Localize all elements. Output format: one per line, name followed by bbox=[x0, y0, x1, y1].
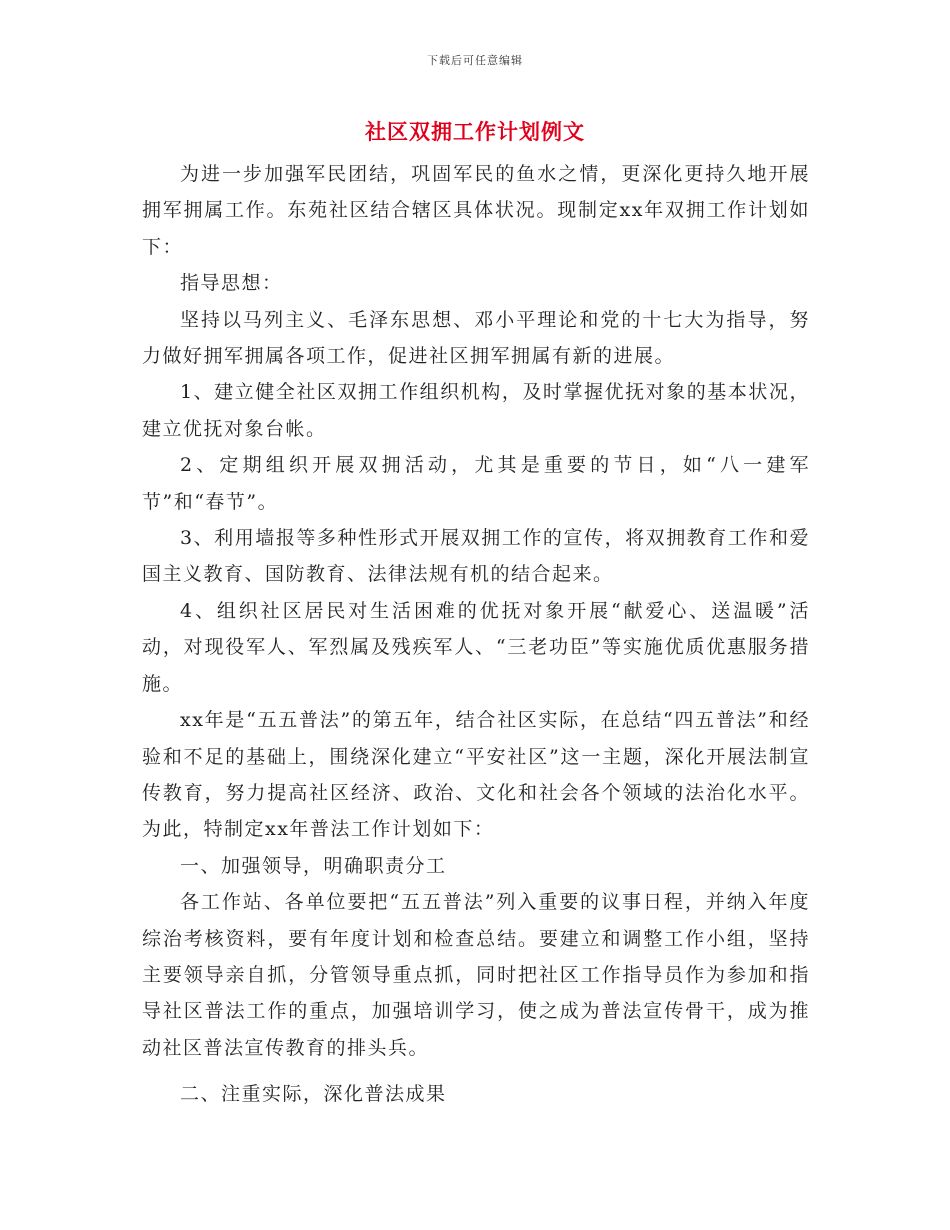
list-item-1: 1、建立健全社区双拥工作组织机构，及时掌握优抚对象的基本状况，建立优抚对象台帐。 bbox=[142, 381, 810, 440]
section-heading-guiding-thought: 指导思想： bbox=[180, 272, 283, 295]
section-heading-1: 一、加强领导，明确职责分工 bbox=[180, 854, 447, 877]
section-1-paragraph: 各工作站、各单位要把“五五普法”列入重要的议事日程，并纳入年度综治考核资料，要有年度计划和检查总结。要建立和调整工作小组，坚持主要领导亲自抓，分管领导重点抓，同时把社区工作指导员作为参加和指导社区普法工作的重点，加强培训学习，使之成为普法宣传骨干，成为推动社区普法宣传教育的排头兵。 bbox=[142, 891, 810, 1059]
section-heading-2: 二、注重实际，深化普法成果 bbox=[180, 1083, 447, 1106]
law-plan-intro-paragraph: xx年是“五五普法”的第五年，结合社区实际，在总结“四五普法”和经验和不足的基础上，围绕深化建立“平安社区”这一主题，深化开展法制宣传教育，努力提高社区经济、政治、文化和社会各个领域的法治化水平。为此，特制定xx年普法工作计划如下： bbox=[142, 709, 810, 841]
guiding-thought-paragraph: 坚持以马列主义、毛泽东思想、邓小平理论和党的十七大为指导，努力做好拥军拥属各项工作，促进社区拥军拥属有新的进展。 bbox=[142, 308, 810, 368]
document-body bbox=[142, 156, 810, 1113]
list-item-4: 4、组织社区居民对生活困难的优抚对象开展“献爱心、送温暖”活动，对现役军人、军烈属及残疾军人、“三老功臣”等实施优质优惠服务措施。 bbox=[142, 599, 810, 695]
list-item-3: 3、利用墙报等多种性形式开展双拥工作的宣传，将双拥教育工作和爱国主义教育、国防教育、法律法规有机的结合起来。 bbox=[142, 527, 810, 586]
intro-paragraph: 为进一步加强军民团结，巩固军民的鱼水之情，更深化更持久地开展拥军拥属工作。东苑社区结合辖区具体状况。现制定xx年双拥工作计划如下： bbox=[142, 163, 810, 258]
page-header-note: 下载后可任意编辑 bbox=[427, 54, 523, 67]
list-item-2: 2、定期组织开展双拥活动，尤其是重要的节日，如“八一建军节”和“春节”。 bbox=[142, 454, 810, 513]
document-title: 社区双拥工作计划例文 bbox=[365, 119, 585, 144]
